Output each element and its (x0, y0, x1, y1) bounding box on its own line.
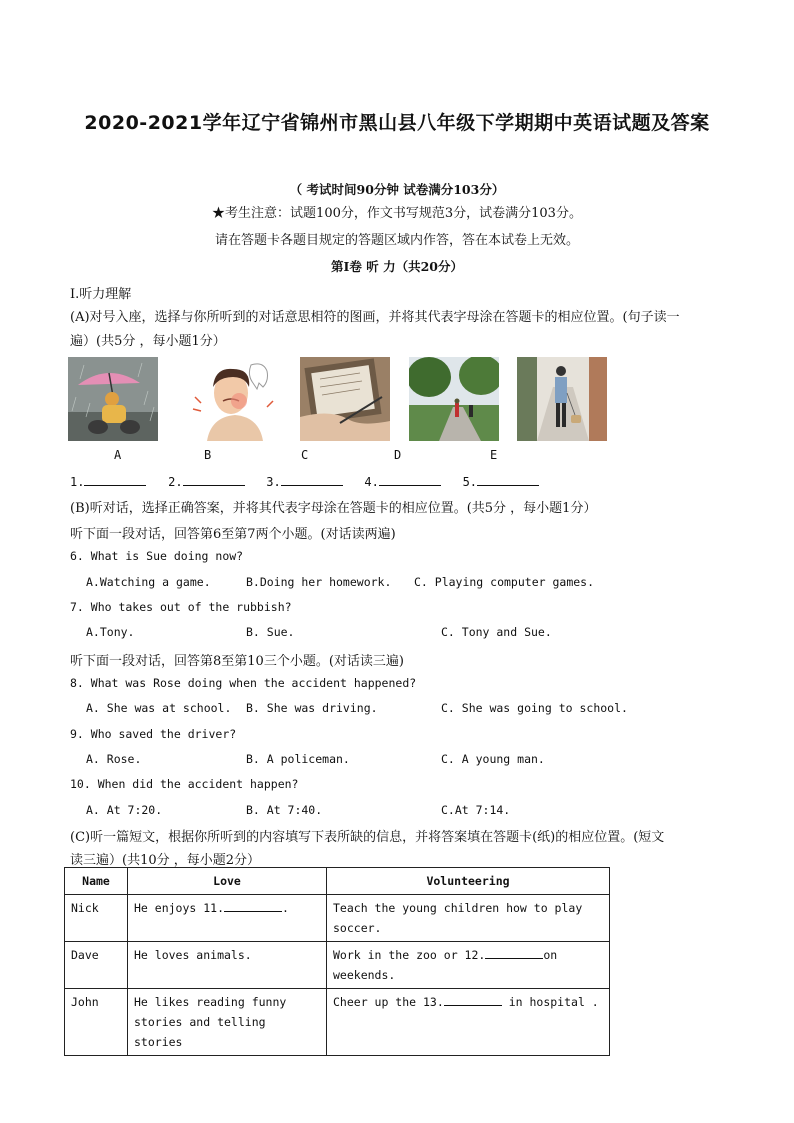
q7-option-b[interactable]: B. Sue. (246, 625, 295, 639)
image-a-label: A (114, 448, 122, 462)
q9-option-b[interactable]: B. A policeman. (246, 752, 350, 766)
image-a-rain-scooter (68, 357, 158, 441)
q10-option-a[interactable]: A. At 7:20. (86, 803, 163, 817)
cell-text: Work in the zoo or 12. (333, 948, 486, 962)
notice-2: 请在答题卡各题目规定的答题区域内作答，答在本试卷上无效。 (214, 233, 579, 248)
blank-3[interactable] (281, 473, 343, 486)
cell-volunteering (327, 895, 610, 942)
image-b-toothache (187, 357, 281, 441)
page-title: 2020-2021学年辽宁省锦州市黑山县八年级下学期期中英语试题及答案 (84, 112, 710, 134)
section-header: 第Ⅰ卷 听 力（共20分） (331, 259, 463, 274)
q6-option-c[interactable]: C. Playing computer games. (414, 575, 595, 589)
notice-1: ★考生注意：试题100分，作文书写规范3分，试卷满分103分。 (212, 206, 582, 221)
cell-text: He enjoys 11. (134, 901, 225, 915)
image-e-label: E (490, 448, 498, 462)
q8-option-b[interactable]: B. She was driving. (246, 701, 378, 715)
q9-option-a[interactable]: A. Rose. (86, 752, 142, 766)
image-c-writing (300, 357, 390, 441)
answer-blanks-row (70, 473, 539, 489)
part-b-title: (B)听对话，选择正确答案，并将其代表字母涂在答题卡的相应位置。(共5分 ，每小题1分） (70, 501, 597, 516)
cell-text: stories and telling stories (134, 1015, 266, 1049)
q6-option-a[interactable]: A.Watching a game. (86, 575, 211, 589)
cell-text: on (543, 948, 558, 962)
cell-text: Teach the young children how to play (333, 901, 583, 915)
blank-12[interactable] (485, 946, 543, 959)
cell-text: Cheer up the 13. (333, 995, 444, 1009)
blank-1-label: 1. (70, 475, 85, 489)
question-9: 9. Who saved the driver? (70, 727, 237, 741)
question-10: 10. When did the accident happen? (70, 777, 299, 791)
blank-11[interactable] (224, 899, 282, 912)
part-a-instruction: (A)对号入座，选择与你所听到的对话意思相符的图画，并将其代表字母涂在答题卡的相应位置。(句子读一 (70, 310, 680, 325)
blank-5-label: 5. (462, 475, 478, 489)
blank-2[interactable] (183, 473, 245, 486)
image-d-label: D (394, 448, 402, 462)
image-c-label: C (301, 448, 309, 462)
cell-text: . (282, 901, 289, 915)
question-7: 7. Who takes out of the rubbish? (70, 600, 292, 614)
q7-option-c[interactable]: C. Tony and Sue. (441, 625, 552, 639)
cell-text: soccer. (333, 921, 382, 935)
image-d-park (409, 357, 499, 441)
blank-13[interactable] (444, 993, 502, 1006)
cell-text: in hospital . (501, 995, 599, 1009)
part-c-instruction: (C)听一篇短文，根据你所听到的内容填写下表所缺的信息，并将答案填在答题卡(纸)的相应位置。(短文 (70, 830, 665, 845)
header-volunteering: Volunteering (327, 868, 610, 895)
part-a-instruction-cont: 遍）(共5分 ，每小题1分） (70, 334, 226, 349)
header-love: Love (128, 868, 327, 895)
dialogue-intro-1: 听下面一段对话，回答第6至第7两个小题。(对话读两遍) (70, 527, 396, 542)
blank-1[interactable] (84, 473, 146, 486)
cell-name: Dave (65, 942, 128, 989)
blank-4[interactable] (379, 473, 441, 486)
cell-text: weekends. (333, 968, 396, 982)
cell-name: Nick (65, 895, 128, 942)
exam-info: （ 考试时间90分钟 试卷满分103分） (289, 182, 505, 197)
blank-2-label: 2. (168, 475, 183, 489)
cell-love: He loves animals. (128, 942, 327, 989)
cell-love (128, 989, 327, 1056)
image-b-label: B (204, 448, 212, 462)
part-1-title: I.听力理解 (70, 287, 132, 302)
question-8: 8. What was Rose doing when the accident happened? (70, 676, 417, 690)
q7-option-a[interactable]: A.Tony. (86, 625, 135, 639)
q10-option-b[interactable]: B. At 7:40. (246, 803, 323, 817)
cell-volunteering (327, 942, 610, 989)
cell-text: He likes reading funny (134, 995, 287, 1009)
table-row (65, 989, 610, 1056)
blank-4-label: 4. (364, 475, 379, 489)
q10-option-c[interactable]: C.At 7:14. (441, 803, 511, 817)
header-name: Name (65, 868, 128, 895)
table-row (65, 942, 610, 989)
volunteer-table (64, 867, 610, 1056)
table-header-row (65, 868, 610, 895)
cell-volunteering (327, 989, 610, 1056)
blank-5[interactable] (477, 473, 539, 486)
q6-option-b[interactable]: B.Doing her homework. (246, 575, 392, 589)
cell-name: John (65, 989, 128, 1056)
image-e-walking (517, 357, 607, 441)
dialogue-intro-2: 听下面一段对话，回答第8至第10三个小题。(对话读三遍) (70, 654, 404, 669)
blank-3-label: 3. (266, 475, 281, 489)
cell-love (128, 895, 327, 942)
table-row (65, 895, 610, 942)
part-c-instruction-cont: 读三遍）(共10分 ，每小题2分） (70, 853, 261, 868)
q8-option-c[interactable]: C. She was going to school. (441, 701, 628, 715)
q8-option-a[interactable]: A. She was at school. (86, 701, 232, 715)
q9-option-c[interactable]: C. A young man. (441, 752, 545, 766)
question-6: 6. What is Sue doing now? (70, 549, 244, 563)
